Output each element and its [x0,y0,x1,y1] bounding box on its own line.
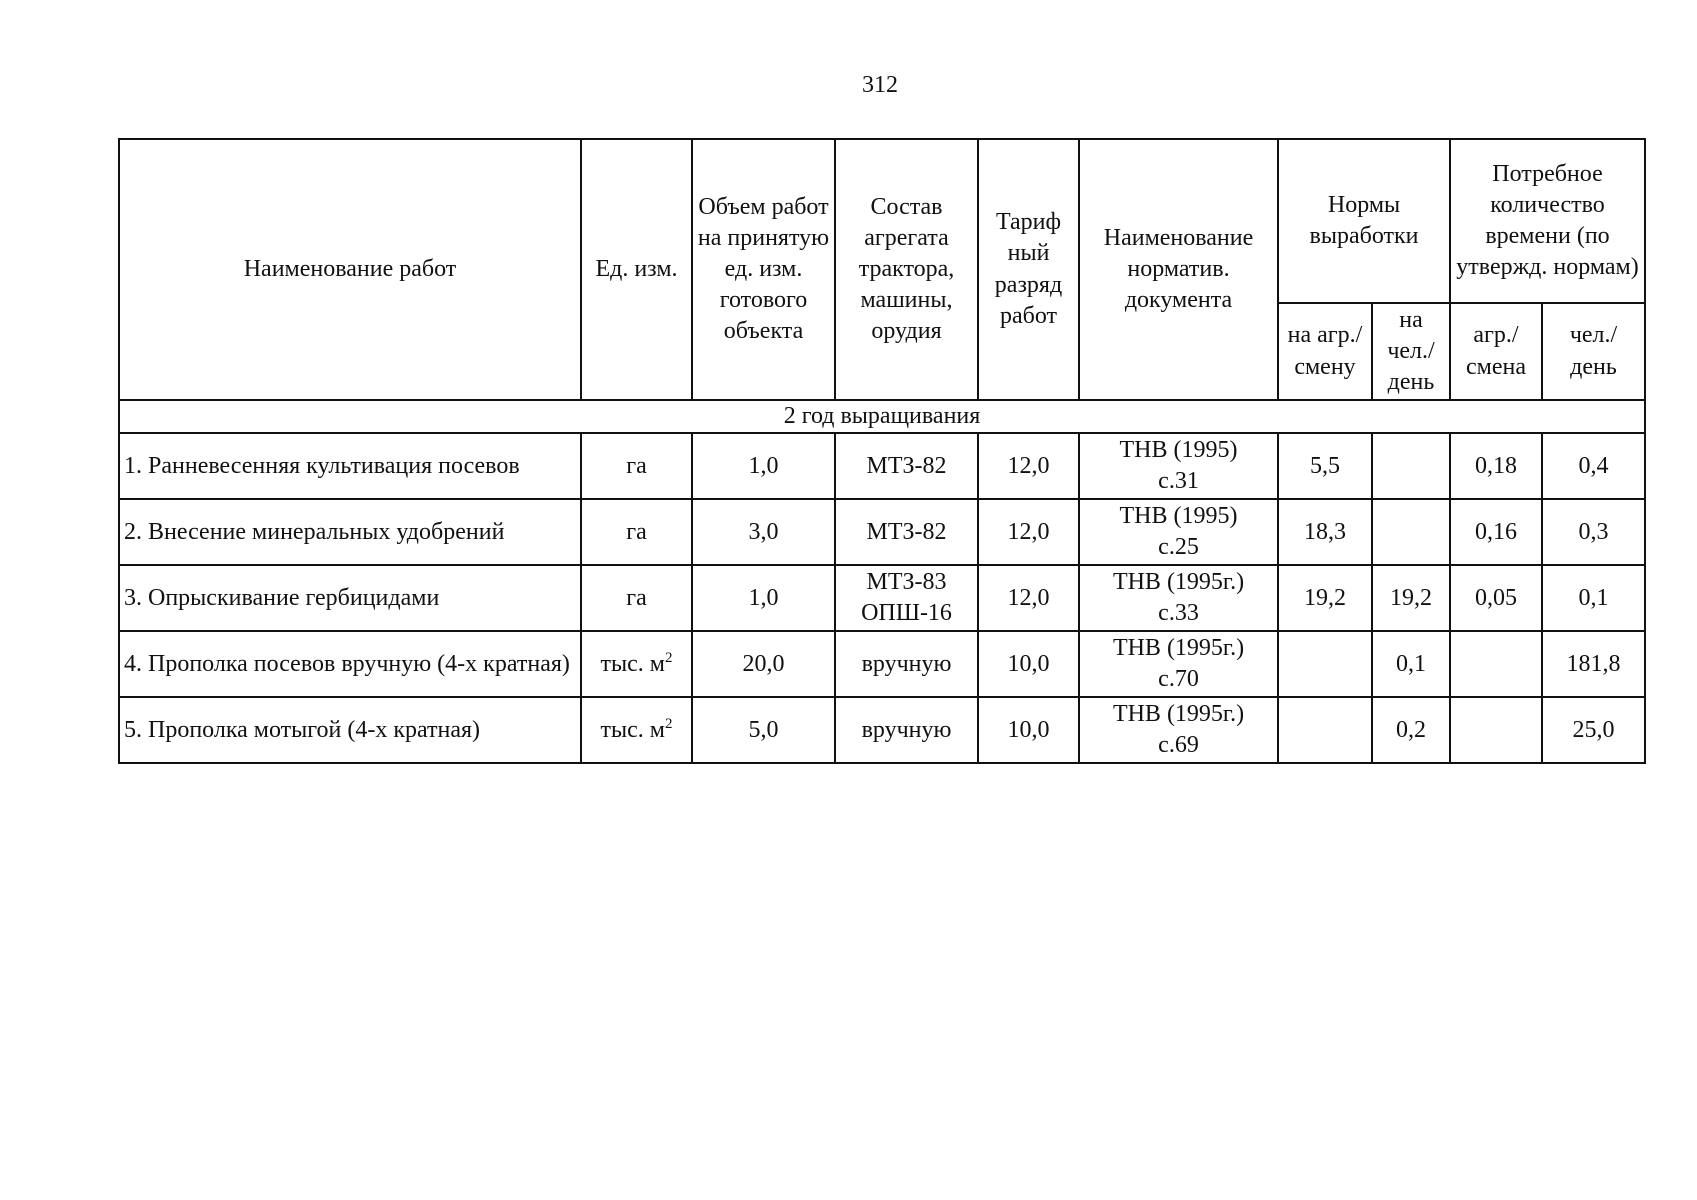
row-unit: тыс. $м^2$ [581,697,692,763]
row-unit: га [581,499,692,565]
header-composition: Состав агрегата трактора, машины, орудия [835,139,978,400]
table-row [119,631,1645,697]
header-time-per-person: чел./ день [1542,303,1645,400]
header-volume: Объем работ на принятую ед. изм. готового объекта [692,139,835,400]
row-document: ТНВ (1995г.) с.33 [1079,565,1278,631]
table-row [119,565,1645,631]
page-number: 312 [862,72,898,98]
row-composition: МТЗ-82 [835,433,978,499]
row-tariff: 12,0 [978,565,1079,631]
row-norm-person: 19,2 [1372,565,1450,631]
row-document: ТНВ (1995) с.25 [1079,499,1278,565]
header-norms-group: Нормы выработки [1278,139,1450,303]
row-name: 3. Опрыскивание гербицидами [119,565,581,631]
row-document: ТНВ (1995г.) с.69 [1079,697,1278,763]
row-norm-person [1372,499,1450,565]
row-time-agr [1450,631,1542,697]
row-norm-person: 0,1 [1372,631,1450,697]
row-time-person: 25,0 [1542,697,1645,763]
row-volume: 1,0 [692,433,835,499]
row-composition: вручную [835,631,978,697]
row-unit: га [581,565,692,631]
row-time-agr [1450,697,1542,763]
row-norm-person: 0,2 [1372,697,1450,763]
row-norm-agr: 5,5 [1278,433,1372,499]
section-title: 2 год выращивания [119,400,1645,433]
row-composition: МТЗ-82 [835,499,978,565]
row-name: 5. Прополка мотыгой (4-х кратная) [119,697,581,763]
row-time-person: 0,1 [1542,565,1645,631]
row-unit: га [581,433,692,499]
header-tariff: Тариф ный разряд работ [978,139,1079,400]
row-time-person: 0,4 [1542,433,1645,499]
row-composition: вручную [835,697,978,763]
row-norm-agr [1278,631,1372,697]
table-row [119,433,1645,499]
header-unit: Ед. изм. [581,139,692,400]
row-time-agr: 0,16 [1450,499,1542,565]
row-norm-agr: 18,3 [1278,499,1372,565]
row-unit: тыс. $м^2$ [581,631,692,697]
header-document: Наименование норматив. документа [1079,139,1278,400]
header-norms-per-unit: на агр./ смену [1278,303,1372,400]
header-norms-per-person: на чел./ день [1372,303,1450,400]
row-composition: МТЗ-83 ОПШ-16 [835,565,978,631]
row-document: ТНВ (1995г.) с.70 [1079,631,1278,697]
row-tariff: 12,0 [978,499,1079,565]
table-row [119,697,1645,763]
row-norm-person [1372,433,1450,499]
row-tariff: 10,0 [978,631,1079,697]
row-volume: 1,0 [692,565,835,631]
row-name: 4. Прополка посевов вручную (4-х кратная) [119,631,581,697]
row-volume: 20,0 [692,631,835,697]
row-volume: 3,0 [692,499,835,565]
row-time-person: 181,8 [1542,631,1645,697]
row-tariff: 12,0 [978,433,1079,499]
row-tariff: 10,0 [978,697,1079,763]
row-volume: 5,0 [692,697,835,763]
row-name: 1. Ранневесенняя культивация посевов [119,433,581,499]
row-time-person: 0,3 [1542,499,1645,565]
row-time-agr: 0,18 [1450,433,1542,499]
table-row [119,499,1645,565]
header-time-per-unit: агр./ смена [1450,303,1542,400]
work-plan-table [118,138,1646,764]
row-name: 2. Внесение минеральных удобрений [119,499,581,565]
row-norm-agr [1278,697,1372,763]
row-document: ТНВ (1995) с.31 [1079,433,1278,499]
row-norm-agr: 19,2 [1278,565,1372,631]
row-time-agr: 0,05 [1450,565,1542,631]
header-time-group: Потребное количество времени (по утвержд. нормам) [1450,139,1645,303]
header-name: Наименование работ [119,139,581,400]
